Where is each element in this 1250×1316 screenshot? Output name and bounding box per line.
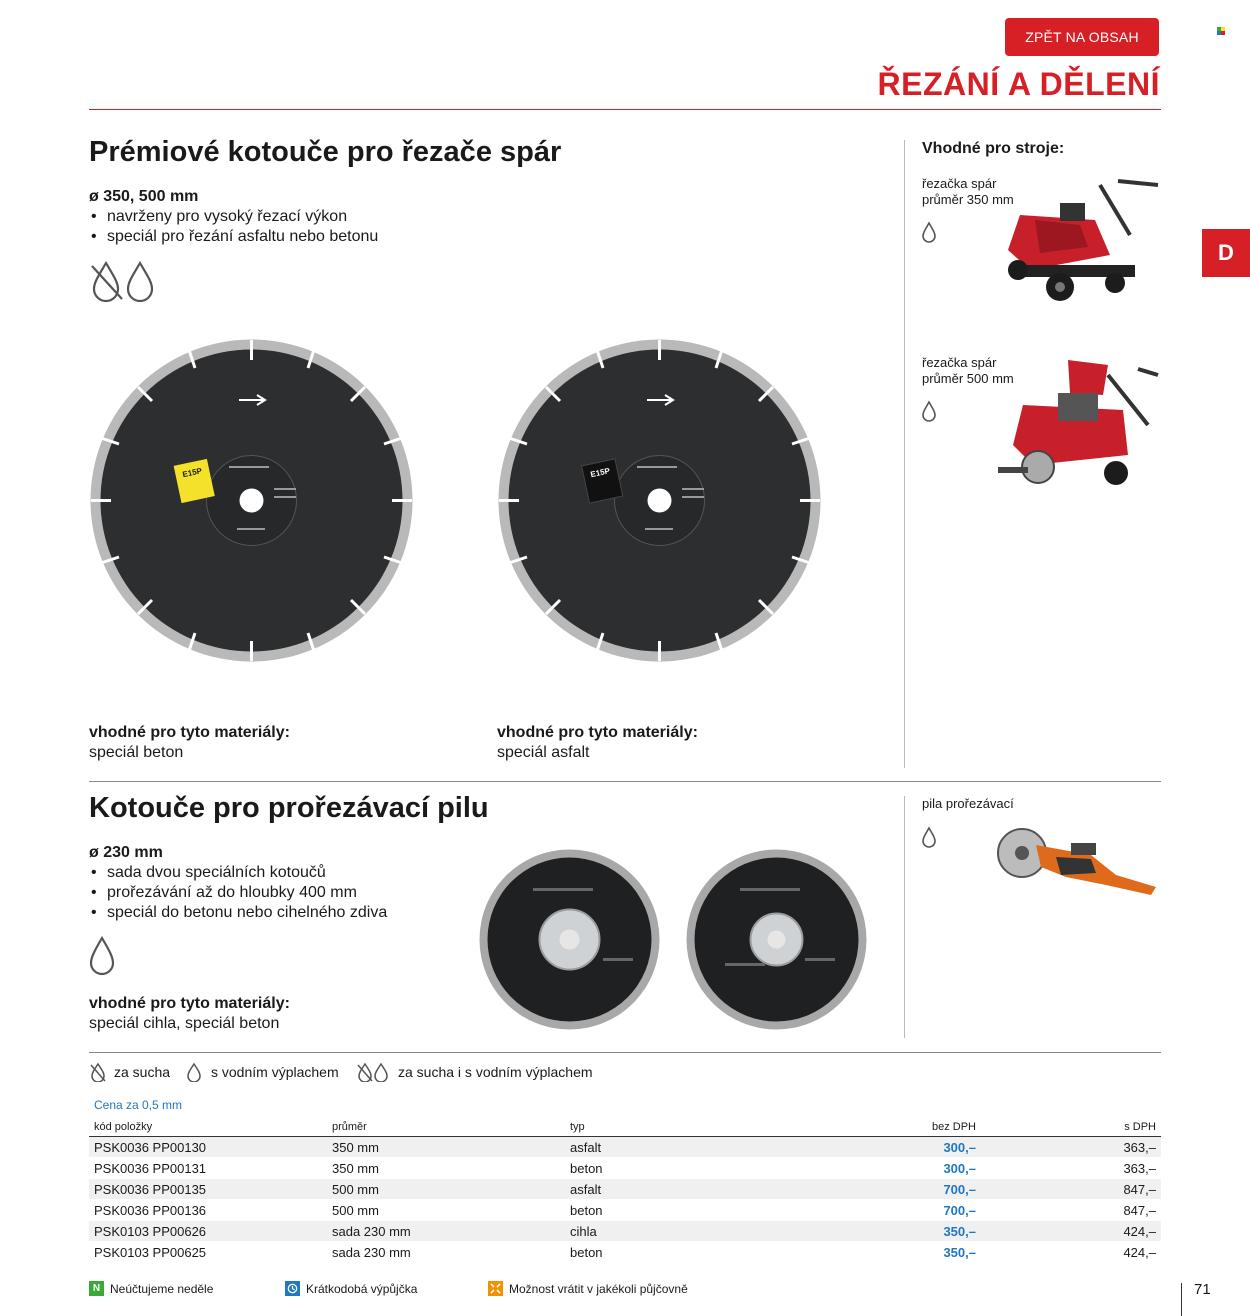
machine2-name: řezačka spár [922, 355, 997, 370]
chapter-title: ŘEZÁNÍ A DĚLENÍ [877, 66, 1160, 102]
floor-saw-500-image [998, 355, 1160, 490]
section2-diameter: ø 230 mm [89, 844, 163, 861]
cell-code: PSK0036 PP00135 [89, 1179, 327, 1200]
table-row [89, 1221, 1161, 1242]
cell-gross-price: 847,– [981, 1200, 1161, 1221]
cell-net-price: 300,– [845, 1137, 981, 1158]
cell-net-price: 700,– [845, 1179, 981, 1200]
page-number: 71 [1194, 1281, 1211, 1298]
wet-icon [186, 1062, 202, 1082]
legend-wet [186, 1062, 339, 1082]
cell-code: PSK0103 PP00626 [89, 1221, 327, 1242]
machine2-size: průměr 500 mm [922, 371, 1014, 386]
materials-value: speciál asfalt [497, 744, 590, 761]
table-row [89, 1158, 1161, 1179]
col-code: kód položky [89, 1120, 327, 1137]
color-mark-icon [1217, 27, 1225, 35]
legend-divider [89, 1052, 1161, 1053]
col-type: typ [565, 1120, 845, 1137]
cell-type: beton [565, 1242, 845, 1263]
table-row [89, 1200, 1161, 1221]
col-gross: s DPH [981, 1120, 1161, 1137]
header-divider [89, 109, 1161, 110]
cell-net-price: 350,– [845, 1221, 981, 1242]
table-header-row [89, 1120, 1161, 1137]
cell-diameter: 500 mm [327, 1179, 565, 1200]
wet-icon [89, 935, 115, 977]
cell-code: PSK0103 PP00625 [89, 1242, 327, 1263]
sidebar-divider-2 [904, 796, 905, 1038]
col-net: bez DPH [845, 1120, 981, 1137]
cell-diameter: 350 mm [327, 1137, 565, 1158]
legend-dry-label: za sucha [114, 1064, 171, 1080]
legend-both-label: za sucha i s vodním výplachem [398, 1064, 593, 1080]
footer-text: Možnost vrátit v jakékoli půjčovně [509, 1281, 688, 1296]
cell-diameter: sada 230 mm [327, 1221, 565, 1242]
svg-text:E15P: E15P [181, 466, 203, 480]
cell-type: beton [565, 1200, 845, 1221]
section-divider [89, 781, 1161, 782]
legend-both [357, 1062, 593, 1082]
cell-gross-price: 363,– [981, 1158, 1161, 1179]
cell-code: PSK0036 PP00136 [89, 1200, 327, 1221]
table-row [89, 1179, 1161, 1200]
bullet-item: • sada dvou speciálních kotoučů [89, 863, 469, 883]
cell-type: cihla [565, 1221, 845, 1242]
footer-text: Neúčtujeme neděle [110, 1281, 214, 1296]
materials-value: speciál beton [89, 744, 184, 761]
cell-diameter: 500 mm [327, 1200, 565, 1221]
materials-heading: vhodné pro tyto materiály: [89, 995, 290, 1012]
diamond-blade-asphalt-image [497, 338, 822, 663]
bullet-item: • prořezávání až do hloubky 400 mm [89, 883, 469, 903]
sunday-badge-icon: N [89, 1281, 104, 1296]
materials-value: speciál cihla, speciál beton [89, 1015, 280, 1032]
price-note: Cena za 0,5 mm [94, 1098, 183, 1112]
machine1-name: řezačka spár [922, 176, 997, 191]
cell-type: beton [565, 1158, 845, 1179]
cell-gross-price: 363,– [981, 1137, 1161, 1158]
machine1-size: průměr 350 mm [922, 192, 1014, 207]
table-row [89, 1242, 1161, 1263]
back-to-contents-button[interactable]: ZPĚT NA OBSAH [1005, 18, 1159, 56]
blade-sticker [582, 459, 623, 503]
wet-icon [921, 826, 937, 848]
cell-code: PSK0036 PP00131 [89, 1158, 327, 1179]
bullet-item: • speciál do betonu nebo cihelného zdiva [89, 903, 469, 923]
legend-dry [89, 1062, 170, 1082]
cell-gross-price: 424,– [981, 1221, 1161, 1242]
cell-net-price: 700,– [845, 1200, 981, 1221]
chapter-tab[interactable]: D [1202, 229, 1250, 277]
cutoff-blade-image-2 [685, 848, 868, 1031]
floor-saw-350-image [1000, 175, 1160, 305]
footer-no-sunday [89, 1281, 213, 1296]
cell-code: PSK0036 PP00130 [89, 1137, 327, 1158]
wet-icon [921, 400, 937, 422]
cell-net-price: 350,– [845, 1242, 981, 1263]
clock-icon [285, 1281, 300, 1296]
section1-title: Prémiové kotouče pro řezače spár [89, 136, 562, 168]
section2-title: Kotouče pro prořezávací pilu [89, 792, 489, 824]
legend-wet-label: s vodním výplachem [211, 1064, 339, 1080]
cutoff-blade-image-1 [478, 848, 661, 1031]
cell-diameter: 350 mm [327, 1158, 565, 1179]
cell-type: asfalt [565, 1179, 845, 1200]
section1-bullets [89, 207, 589, 247]
page-number-divider [1181, 1283, 1182, 1316]
cell-gross-price: 424,– [981, 1242, 1161, 1263]
materials-right [497, 724, 698, 762]
materials-left [89, 724, 290, 762]
cell-diameter: sada 230 mm [327, 1242, 565, 1263]
return-arrows-icon [488, 1281, 503, 1296]
svg-text:E15P: E15P [589, 466, 611, 480]
materials-section2 [89, 995, 290, 1033]
footer-text: Krátkodobá výpůjčka [306, 1281, 418, 1296]
bullet-item: • speciál pro řezání asfaltu nebo betonu [89, 227, 589, 247]
dry-and-wet-icon [89, 260, 157, 302]
footer-short-rental [285, 1281, 417, 1296]
wet-icon [921, 221, 937, 243]
materials-heading: vhodné pro tyto materiály: [497, 724, 698, 741]
machine3-caption: pila prořezávací [922, 796, 1014, 811]
section2-bullets [89, 863, 469, 923]
dry-icon [89, 1062, 107, 1082]
cell-type: asfalt [565, 1137, 845, 1158]
cell-net-price: 300,– [845, 1158, 981, 1179]
col-diameter: průměr [327, 1120, 565, 1137]
cell-gross-price: 847,– [981, 1179, 1161, 1200]
diamond-blade-concrete-image [89, 338, 414, 663]
cutoff-saw-image [996, 815, 1160, 900]
materials-heading: vhodné pro tyto materiály: [89, 724, 290, 741]
sidebar-heading: Vhodné pro stroje: [922, 140, 1065, 157]
table-row [89, 1137, 1161, 1158]
bullet-item: • navrženy pro vysoký řezací výkon [89, 207, 589, 227]
sidebar-divider [904, 140, 905, 768]
dry-and-wet-icon [357, 1062, 389, 1082]
price-table [89, 1120, 1161, 1263]
footer-return-anywhere [488, 1281, 688, 1296]
section1-diameter: ø 350, 500 mm [89, 188, 199, 205]
